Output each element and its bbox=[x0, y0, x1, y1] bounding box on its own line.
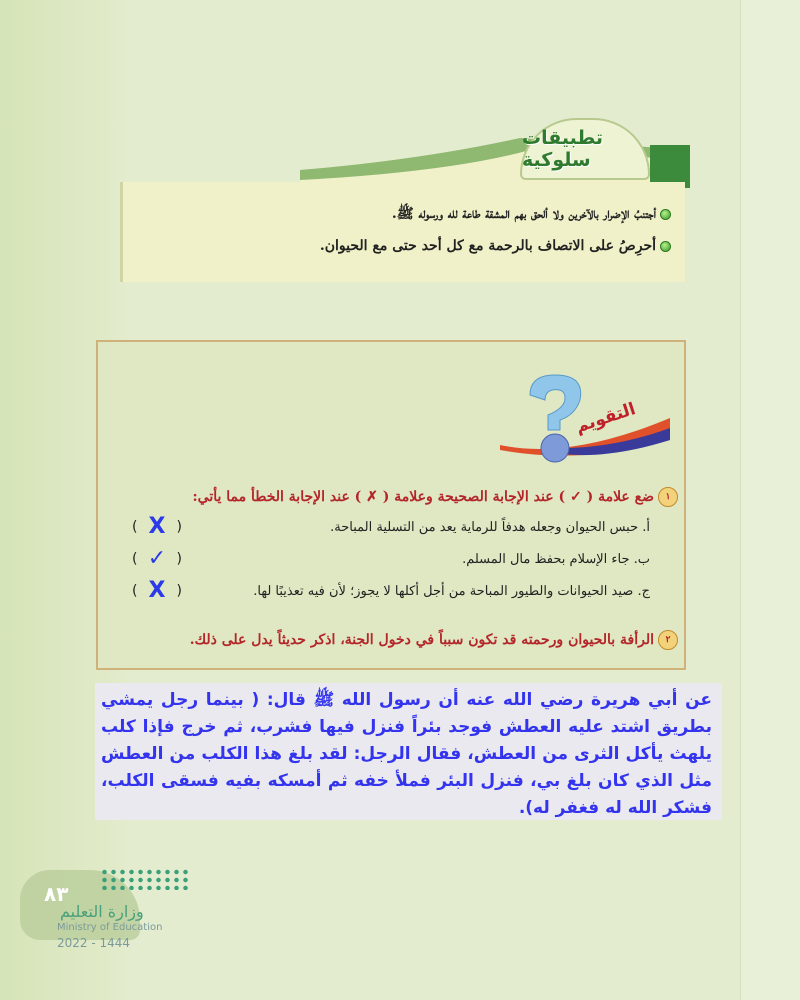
ministry-name-ar: وزارة التعليم bbox=[60, 902, 144, 921]
evaluation-title: التقويم bbox=[573, 399, 639, 438]
page-number: ٨٣ bbox=[44, 882, 69, 906]
behavioral-box bbox=[120, 182, 685, 282]
question-number-badge: ١ bbox=[658, 487, 678, 507]
behavior-item: أجتنبُ الإضرار بالآخرين ولا ألحق بهم المشقة طاعة لله ورسوله ﷺ. bbox=[123, 198, 671, 230]
ministry-logo-icon bbox=[100, 868, 190, 890]
answer-mark: ( ✓ ) bbox=[132, 546, 182, 571]
question-mark-icon bbox=[490, 370, 670, 480]
question-number-badge: ٢ bbox=[658, 630, 678, 650]
bullet-icon bbox=[660, 209, 671, 220]
edition-year: 2022 - 1444 bbox=[57, 936, 131, 950]
question-item: ب. جاء الإسلام بحفظ مال المسلم. bbox=[462, 552, 650, 567]
question-item: أ. حبس الحيوان وجعله هدفاً للرماية يعد من التسلية المباحة. bbox=[330, 520, 650, 535]
question-1: ١ضع علامة ( ✓ ) عند الإجابة الصحيحة وعلامة ( ✗ ) عند الإجابة الخطأ مما يأتي: bbox=[192, 487, 678, 507]
question-item: ج. صيد الحيوانات والطيور المباحة من أجل أكلها لا يجوز؛ لأن فيه تعذيبًا لها. bbox=[253, 584, 650, 599]
ministry-name-en: Ministry of Education bbox=[57, 922, 163, 933]
behavior-item: أحرِصُ على الاتصاف بالرحمة مع كل أحد حتى مع الحيوان. bbox=[123, 230, 671, 262]
section-title: تطبيقات سلوكية bbox=[520, 118, 650, 180]
question-2: ٢الرأفة بالحيوان ورحمته قد تكون سبباً في دخول الجنة، اذكر حديثاً يدل على ذلك. bbox=[190, 630, 678, 650]
answer-text: عن أبي هريرة رضي الله عنه أن رسول الله ﷺ قال: ( بينما رجل يمشي بطريق اشتد عليه العطش فوجد بئراً فنزل فيها فشرب، ثم خرج فإذا كلب يلهث يأكل الثرى من العطش، فقال الرجل: لقد بلغ هذا الكلب من العطش مثل الذي كان بلغ بي، فنزل البئر فملأ خفه ثم أمسكه بفيه فسقى الكلب، فشكر الله له فغفر له). bbox=[95, 683, 722, 820]
bullet-icon bbox=[660, 241, 671, 252]
right-margin bbox=[740, 0, 800, 1000]
answer-mark: ( X ) bbox=[132, 514, 182, 539]
answer-mark: ( X ) bbox=[132, 578, 182, 603]
